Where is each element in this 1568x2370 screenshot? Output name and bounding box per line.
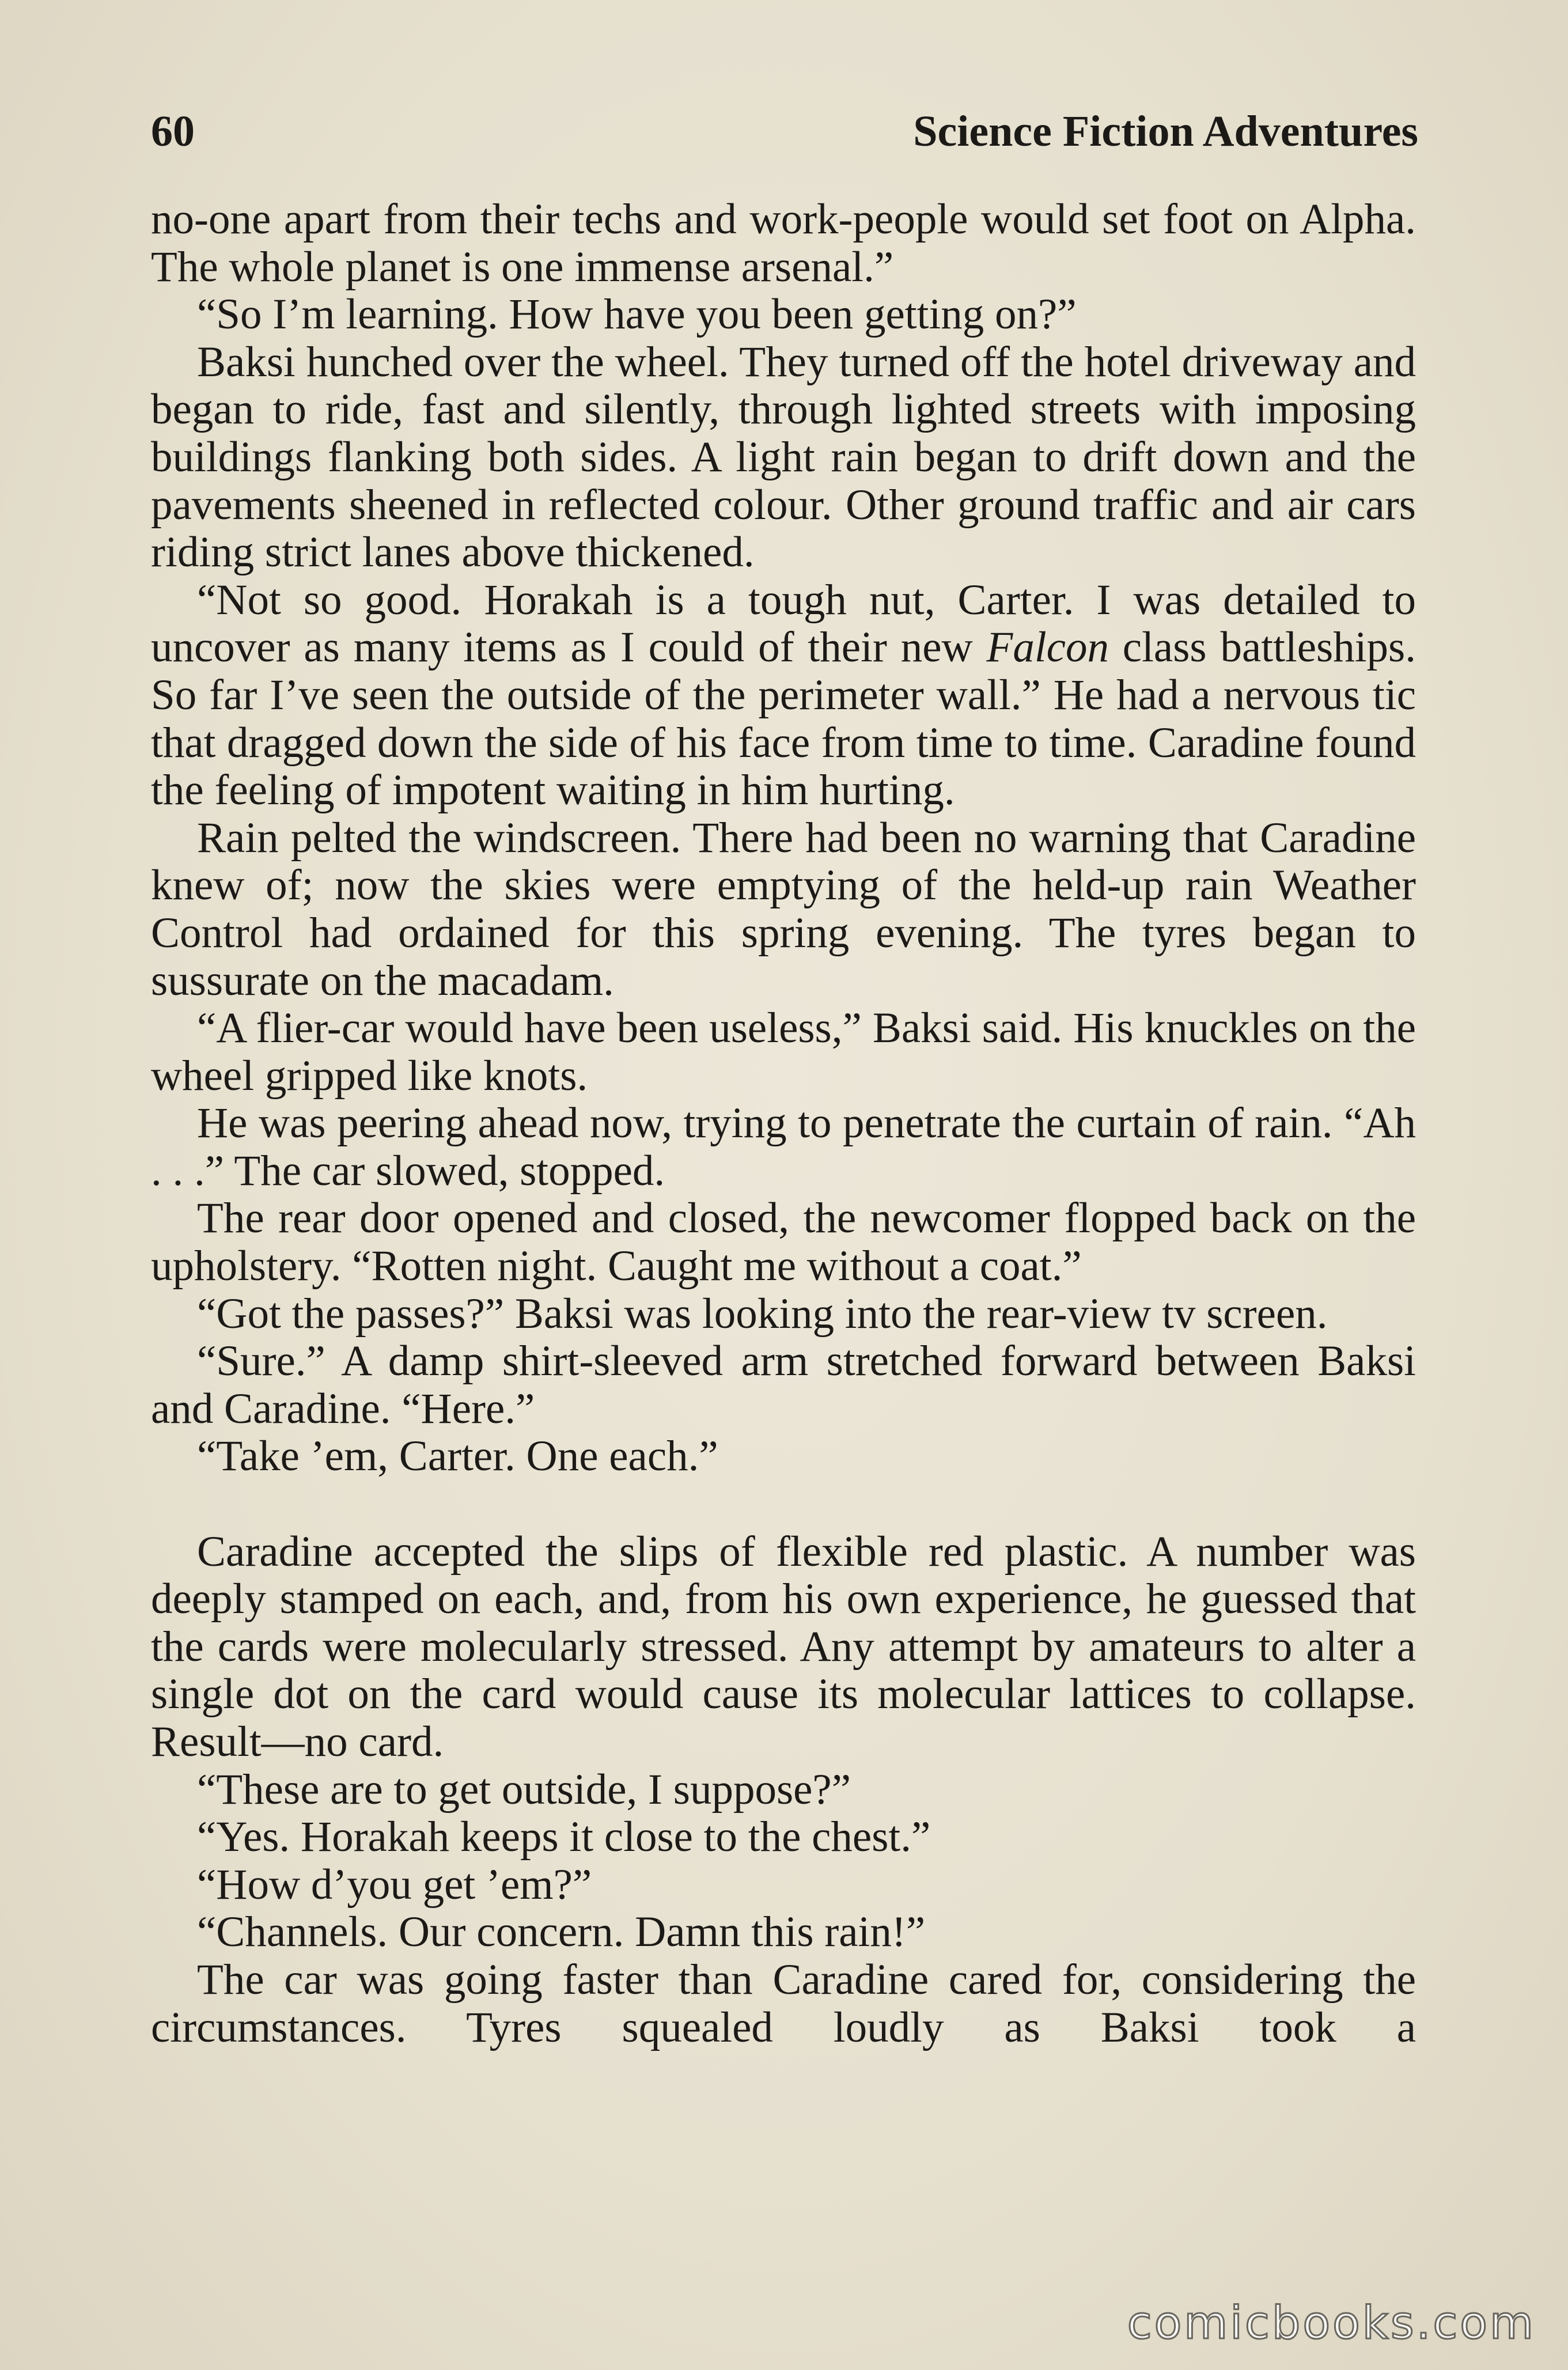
paragraph: “Take ’em, Carter. One each.” bbox=[197, 1432, 718, 1481]
paragraph: “So I’m learning. How have you been getting on?” bbox=[197, 290, 1077, 339]
paragraph: “A flier-car would have been useless,” Baksi said. His knuckles on the wheel gripped like knots. bbox=[151, 1004, 1416, 1100]
paragraph: “Got the passes?” Baksi was looking into the rear-view tv screen. bbox=[197, 1289, 1328, 1338]
italic-ship-class: Falcon bbox=[986, 623, 1109, 672]
page-number: 60 bbox=[151, 107, 195, 156]
paragraph: He was peering ahead now, trying to penetrate the curtain of rain. “Ah . . .” The car slowed, stopped. bbox=[151, 1099, 1416, 1195]
paragraph: “Channels. Our concern. Damn this rain!” bbox=[197, 1908, 926, 1956]
paragraph: The rear door opened and closed, the newcomer flopped back on the upholstery. “Rotten night. Caught me without a coat.” bbox=[151, 1194, 1416, 1290]
paragraph bbox=[151, 577, 1416, 815]
paragraph: Caradine accepted the slips of flexible red plastic. A number was deeply stamped on each, and, from his own experience, he guessed that the cards were molecularly stressed. Any attempt by amateurs to alter a single dot on the card would cause its molecular lattices to collapse. Result—no card. bbox=[151, 1527, 1416, 1766]
paragraph: “Sure.” A damp shirt-sleeved arm stretched forward between Baksi and Caradine. “Here.” bbox=[151, 1337, 1416, 1433]
running-title: Science Fiction Adventures bbox=[913, 107, 1418, 156]
paragraph: The car was going faster than Caradine cared for, considering the circumstances. Tyres squealed loudly as Baksi took a bbox=[151, 1955, 1416, 2051]
paragraph: “Yes. Horakah keeps it close to the chest.” bbox=[197, 1813, 931, 1861]
body-text bbox=[151, 196, 1416, 2051]
paragraph: Baksi hunched over the wheel. They turned off the hotel driveway and began to ride, fast and silently, through lighted streets with imposing buildings flanking both sides. A light rain began to drift down and the pavements sheened in reflected colour. Other ground traffic and air cars riding strict lanes above thickened. bbox=[151, 338, 1416, 577]
paragraph: “These are to get outside, I suppose?” bbox=[197, 1765, 851, 1814]
watermark-logo: comicbooks.com bbox=[1127, 2297, 1536, 2349]
paragraph: no-one apart from their techs and work-people would set foot on Alpha. The whole planet is one immense arsenal.” bbox=[151, 195, 1416, 291]
paragraph-text: “Not so good. Horakah is a tough nut, Carter. I was detailed to uncover as many items as I could of their new bbox=[151, 576, 1416, 672]
paragraph: Rain pelted the windscreen. There had been no warning that Caradine knew of; now the skies were emptying of the held-up rain Weather Control had ordained for this spring evening. The tyres began to sussurate on the macadam. bbox=[151, 813, 1416, 1005]
page-header bbox=[151, 103, 1418, 160]
paragraph: “How d’you get ’em?” bbox=[197, 1860, 592, 1909]
paragraph-text: class battleships. So far I’ve seen the outside of the perimeter wall.” He had a nervous tic that dragged down the side of his face from time to time. Caradine found the feeling of impotent waiting in him hurting. bbox=[151, 623, 1416, 815]
